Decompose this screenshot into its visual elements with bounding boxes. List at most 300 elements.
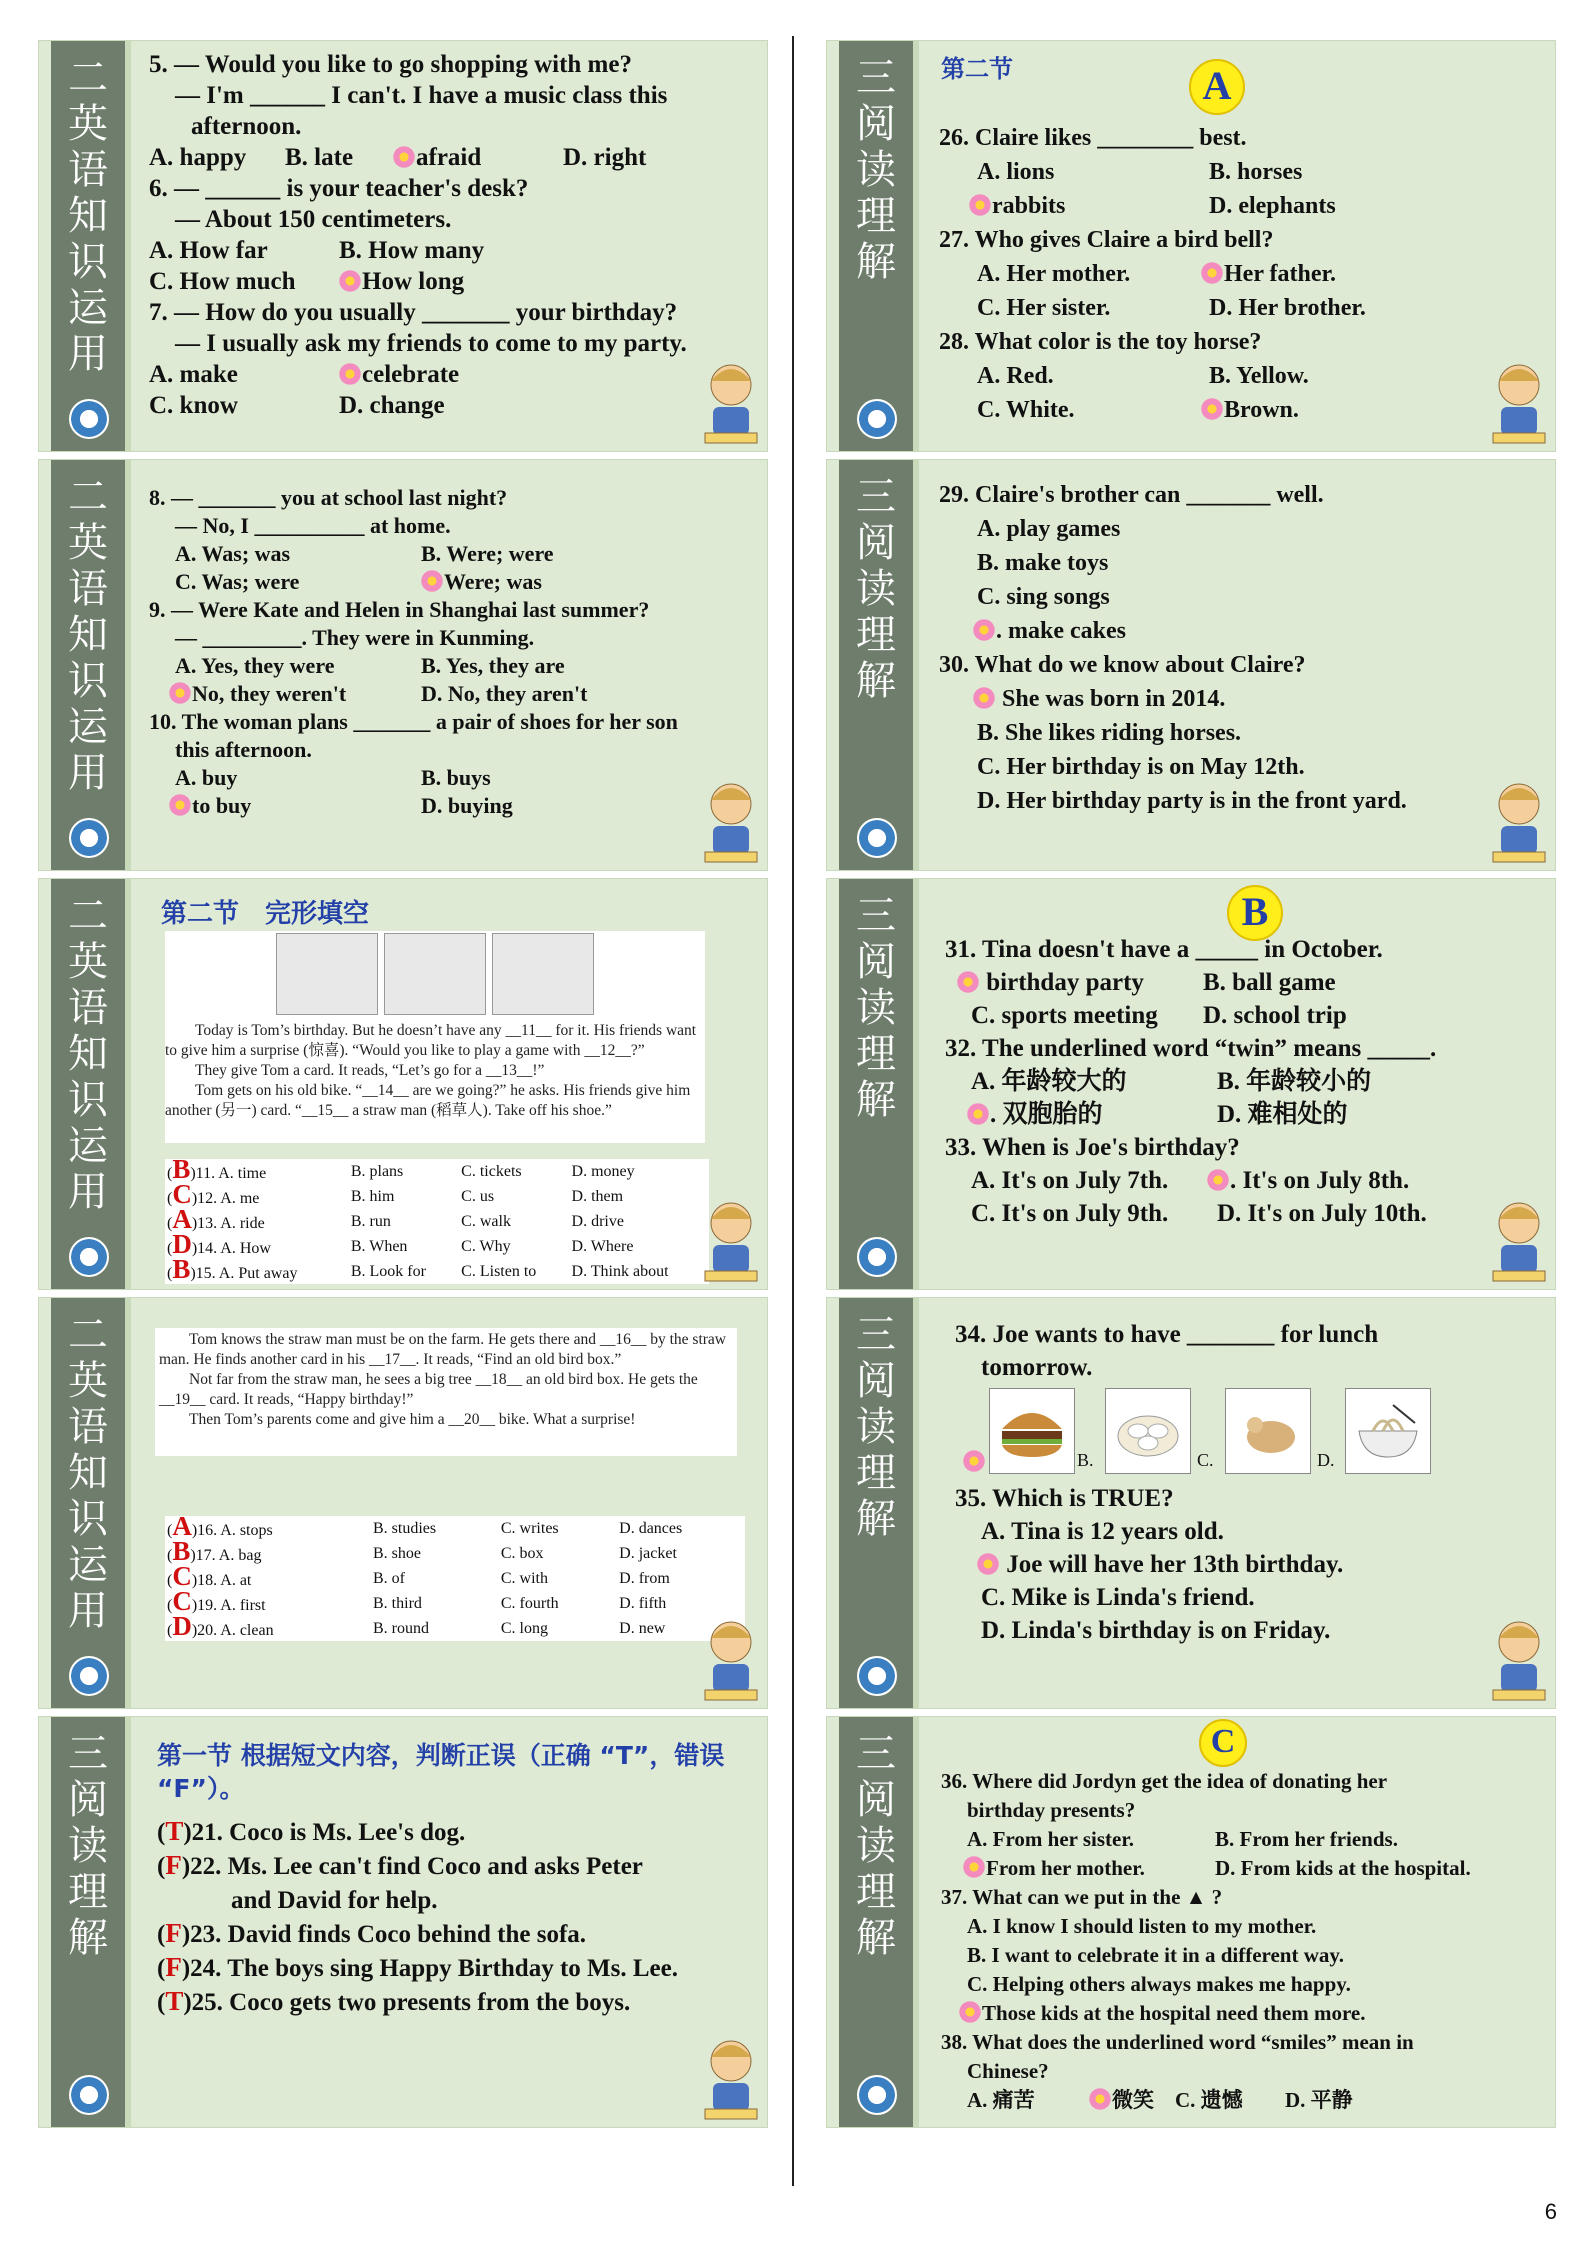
- section-tab-label: 三阅读理解: [856, 1312, 896, 1542]
- question-34-cont: tomorrow.: [981, 1354, 1093, 1381]
- question-7: 7. — How do you usually _______ your birthday?: [149, 299, 678, 326]
- hamburger-icon: [997, 1401, 1067, 1461]
- question-37: 37. What can we put in the ▲ ?: [941, 1885, 1223, 1909]
- option-a-correct[interactable]: She was born in 2014.: [939, 682, 1535, 716]
- choice-row: [165, 1234, 709, 1259]
- option-c[interactable]: C. Listen to: [461, 1263, 537, 1280]
- passage-paragraph: Tom knows the straw man must be on the farm. He gets there and __16__ by the straw man. He finds another card in his __17__. It reads, “Find an old bird box.”: [159, 1331, 726, 1368]
- question-5: 5. — Would you like to go shopping with me?: [149, 51, 632, 78]
- food-hamburger[interactable]: [989, 1388, 1075, 1474]
- option-b[interactable]: B. Look for: [350, 1263, 426, 1280]
- question-33-options-2: [945, 1197, 1535, 1230]
- school-logo-icon: [69, 399, 109, 439]
- slide-q26-28: [826, 40, 1556, 452]
- school-logo-icon: [857, 2075, 897, 2115]
- option-d[interactable]: D. No, they aren't: [421, 681, 588, 706]
- question-31-options-2: [945, 999, 1535, 1032]
- option-c[interactable]: C. walk: [461, 1213, 511, 1230]
- flower-icon: [169, 682, 191, 704]
- option-a[interactable]: A. Her mother.: [977, 261, 1131, 287]
- question-36: 36. Where did Jordyn get the idea of donating her: [941, 1769, 1388, 1793]
- question-34: 34. Joe wants to have _______ for lunch: [955, 1321, 1379, 1348]
- question-32: 32. The underlined word “twin” means _____.: [945, 1035, 1437, 1062]
- option-c[interactable]: C. Was; were: [175, 569, 300, 594]
- section-tab: [839, 460, 919, 870]
- flower-icon: [967, 1103, 989, 1125]
- flower-icon: [393, 146, 415, 168]
- story-picture-3: [492, 933, 594, 1015]
- flower-icon: [957, 971, 979, 993]
- question-27-options-2: [939, 291, 1485, 325]
- question-number: (C)12. A. me: [167, 1179, 260, 1209]
- question-28-options-2: [939, 393, 1485, 427]
- option-d-correct[interactable]: Brown.: [1201, 393, 1299, 427]
- flower-icon: [959, 2001, 981, 2023]
- flower-icon: [963, 1856, 985, 1878]
- question-38-options: [941, 2086, 1535, 2115]
- option-d[interactable]: D. Linda's birthday is on Friday.: [981, 1617, 1331, 1644]
- flower-icon: [421, 570, 443, 592]
- question-35: 35. Which is TRUE?: [955, 1485, 1174, 1512]
- question-8-options-2: [149, 568, 697, 596]
- school-logo-icon: [857, 1656, 897, 1696]
- page-number: 6: [1544, 2199, 1557, 2224]
- question-9: 9. — Were Kate and Helen in Shanghai last summer?: [149, 597, 650, 622]
- student-cartoon-icon: [699, 774, 761, 866]
- option-d[interactable]: D. from: [619, 1570, 670, 1587]
- flower-icon: [1089, 2088, 1111, 2110]
- question-31: 31. Tina doesn't have a _____ in October.: [945, 936, 1383, 963]
- choice-row: [165, 1209, 709, 1234]
- question-9-options-1: [149, 652, 697, 680]
- section-tab-label: 二英语知识运用: [68, 893, 108, 1215]
- option-b[interactable]: B. round: [373, 1620, 429, 1637]
- section-tab-label: 二英语知识运用: [68, 1312, 108, 1634]
- flower-icon: [973, 619, 995, 641]
- option-b[interactable]: B. buys: [421, 765, 491, 790]
- question-10: 10. The woman plans _______ a pair of shoes for her son: [149, 709, 678, 734]
- question-5-options: [149, 142, 697, 173]
- flower-icon: [1207, 1169, 1229, 1191]
- true-false-item: (F)22. Ms. Lee can't find Coco and asks Peter: [157, 1850, 643, 1880]
- question-10-cont: this afternoon.: [175, 737, 312, 762]
- question-38-cont: Chinese?: [967, 2059, 1049, 2083]
- noodles-icon: [1353, 1401, 1423, 1461]
- option-a[interactable]: A. From her sister.: [967, 1827, 1135, 1851]
- question-36-cont: birthday presents?: [967, 1798, 1136, 1822]
- option-a[interactable]: A. I know I should listen to my mother.: [967, 1914, 1317, 1938]
- option-c[interactable]: C. Her sister.: [977, 295, 1111, 321]
- question-number: (D)20. A. clean: [167, 1611, 274, 1641]
- section-tab-label: 二英语知识运用: [68, 55, 108, 377]
- section-tab: [839, 41, 919, 451]
- question-6: 6. — ______ is your teacher's desk?: [149, 175, 529, 202]
- choice-row: [165, 1184, 709, 1209]
- slide-cloze-11-15: [38, 878, 768, 1290]
- section-tab: [51, 1298, 131, 1708]
- slide-q31-33: [826, 878, 1556, 1290]
- student-cartoon-icon: [699, 1612, 761, 1704]
- question-36-options-1: [941, 1825, 1535, 1854]
- school-logo-icon: [69, 818, 109, 858]
- question-30: 30. What do we know about Claire?: [939, 652, 1306, 678]
- option-b[interactable]: B. Yellow.: [1209, 363, 1309, 389]
- option-c[interactable]: C. long: [500, 1620, 548, 1637]
- option-c[interactable]: C. How much: [149, 268, 296, 295]
- section-tab-label: 三阅读理解: [856, 55, 896, 285]
- option-d[interactable]: D. new: [619, 1620, 666, 1637]
- option-c[interactable]: C. Her birthday is on May 12th.: [977, 754, 1305, 780]
- option-b[interactable]: B. late: [285, 144, 354, 171]
- option-d-correct[interactable]: Those kids at the hospital need them more.: [941, 1999, 1535, 2028]
- question-9-options-2: [149, 680, 697, 708]
- question-33-options-1: [945, 1164, 1535, 1197]
- school-logo-icon: [857, 399, 897, 439]
- school-logo-icon: [857, 818, 897, 858]
- option-d[interactable]: D. dances: [619, 1520, 683, 1537]
- flower-icon: [969, 194, 991, 216]
- question-number: (A)16. A. stops: [167, 1511, 273, 1541]
- food-label-c: C.: [1197, 1450, 1214, 1470]
- answer-mark: B: [172, 1154, 191, 1184]
- option-c-correct[interactable]: afraid: [393, 142, 563, 173]
- option-b[interactable]: B. make toys: [977, 550, 1109, 576]
- question-number: (D)14. A. How: [167, 1229, 271, 1259]
- question-32-options-1: [945, 1065, 1535, 1098]
- school-logo-icon: [69, 2075, 109, 2115]
- option-a[interactable]: A. It's on July 7th.: [971, 1167, 1169, 1194]
- question-38: 38. What does the underlined word “smiles” mean in: [941, 2030, 1414, 2054]
- option-d[interactable]: D. buying: [421, 793, 513, 818]
- option-b[interactable]: B. of: [373, 1570, 405, 1587]
- option-d[interactable]: D. fifth: [619, 1595, 667, 1612]
- option-a[interactable]: A. play games: [977, 516, 1121, 542]
- student-cartoon-icon: [699, 355, 761, 447]
- question-33: 33. When is Joe's birthday?: [945, 1134, 1240, 1161]
- question-28: 28. What color is the toy horse?: [939, 329, 1262, 355]
- question-26: 26. Claire likes ________ best.: [939, 125, 1247, 151]
- option-b-correct[interactable]: celebrate: [339, 359, 459, 390]
- option-a[interactable]: A. 痛苦: [967, 2088, 1035, 2112]
- question-8-options-1: [149, 540, 697, 568]
- option-c-correct[interactable]: . 双胞胎的: [967, 1098, 1217, 1131]
- passage-badge-a: A: [1189, 59, 1245, 115]
- passage-paragraph: Today is Tom’s birthday. But he doesn’t have any __11__ for it. His friends want to give him a surprise (惊喜). “Would you like to play a game with __12__?”: [165, 1022, 697, 1059]
- student-cartoon-icon: [699, 1193, 761, 1285]
- option-b[interactable]: B. plans: [350, 1163, 404, 1180]
- passage-paragraph: Not far from the straw man, he sees a big tree __18__ an old bird box. He gets the __19__ card. It reads, “Happy birthday!”: [159, 1371, 698, 1408]
- question-8-dialog: — No, I __________ at home.: [175, 513, 451, 538]
- student-cartoon-icon: [699, 2031, 761, 2123]
- option-a[interactable]: A. Tina is 12 years old.: [981, 1518, 1224, 1545]
- option-b[interactable]: B. I want to celebrate it in a different way.: [967, 1943, 1344, 1967]
- question-number: (B)15. A. Put away: [167, 1254, 298, 1284]
- option-c[interactable]: C. fourth: [500, 1595, 559, 1612]
- flower-icon: [1201, 398, 1223, 420]
- option-b[interactable]: B. How many: [339, 237, 485, 264]
- question-26-options-1: [939, 155, 1485, 189]
- passage-badge-b: B: [1227, 885, 1283, 941]
- answer-mark: T: [165, 1986, 184, 2016]
- question-10-options-2: [149, 792, 697, 820]
- question-5-dialog-cont: afternoon.: [191, 113, 302, 140]
- slide-content: [955, 1318, 1535, 1700]
- option-d[interactable]: D. Her brother.: [1209, 295, 1366, 321]
- option-c[interactable]: C. us: [461, 1188, 495, 1205]
- option-c[interactable]: C. sing songs: [977, 584, 1110, 610]
- option-c[interactable]: C. box: [500, 1545, 544, 1562]
- option-d[interactable]: D. 难相处的: [1217, 1101, 1348, 1128]
- food-choices: [981, 1384, 1535, 1482]
- question-number: (C)18. A. at: [167, 1561, 252, 1591]
- answer-mark: D: [172, 1611, 192, 1641]
- answer-mark: B: [172, 1254, 191, 1284]
- option-b[interactable]: B. third: [373, 1595, 422, 1612]
- section-tab: [51, 460, 131, 870]
- true-false-item: (T)25. Coco gets two presents from the boys.: [157, 1986, 631, 2016]
- slide-content: [157, 1739, 727, 2119]
- question-5-dialog: — I'm ______ I can't. I have a music class this: [175, 82, 668, 109]
- option-d[interactable]: D. Where: [571, 1238, 634, 1255]
- option-a[interactable]: A. Yes, they were: [175, 653, 335, 678]
- question-32-options-2: [945, 1098, 1535, 1131]
- option-d-correct[interactable]: How long: [339, 266, 464, 297]
- question-36-options-2: [941, 1854, 1535, 1883]
- true-false-list: [157, 1815, 727, 2019]
- option-c-correct[interactable]: From her mother.: [963, 1854, 1215, 1883]
- question-9-dialog: — _________. They were in Kunming.: [175, 625, 535, 650]
- flower-icon: [963, 1450, 985, 1472]
- section-tab: [51, 879, 131, 1289]
- option-d[interactable]: D. From kids at the hospital.: [1215, 1856, 1471, 1880]
- section-title: 第二节: [941, 55, 1013, 83]
- option-d[interactable]: D. change: [339, 392, 445, 419]
- option-c-correct[interactable]: to buy: [169, 792, 421, 820]
- passage-paragraph: Tom gets on his old bike. “__14__ are we going?” he asks. His friends give him another (另一) card. “__15__ a straw man (稻草人). Take off his shoe.”: [165, 1082, 691, 1119]
- option-d[interactable]: D. Her birthday party is in the front yard.: [977, 788, 1407, 814]
- option-d[interactable]: D. 平静: [1285, 2088, 1353, 2112]
- dumplings-icon: [1113, 1401, 1183, 1461]
- section-tab: [839, 879, 919, 1289]
- cloze-choices-table: [165, 1511, 745, 1641]
- food-label-d: D.: [1317, 1450, 1335, 1470]
- choice-row: [165, 1159, 709, 1184]
- answer-mark: F: [165, 1850, 182, 1880]
- school-logo-icon: [857, 1237, 897, 1277]
- school-logo-icon: [69, 1656, 109, 1696]
- section-tab-label: 三阅读理解: [856, 893, 896, 1123]
- answer-mark: B: [172, 1536, 191, 1566]
- center-divider: [792, 36, 794, 2186]
- section-tab-label: 三阅读理解: [856, 474, 896, 704]
- question-31-options-1: [945, 966, 1535, 999]
- option-d[interactable]: D. Think about: [571, 1263, 669, 1280]
- true-false-item: and David for help.: [231, 1887, 438, 1914]
- section-tab-label: 二英语知识运用: [68, 474, 108, 796]
- option-c[interactable]: C. writes: [500, 1520, 559, 1537]
- option-c[interactable]: C. tickets: [461, 1163, 522, 1180]
- answer-mark: A: [172, 1204, 192, 1234]
- question-number: (B)17. A. bag: [167, 1536, 262, 1566]
- option-a[interactable]: A. Red.: [977, 363, 1054, 389]
- question-7-options-2: [149, 390, 697, 421]
- option-a[interactable]: A. Was; was: [175, 541, 291, 566]
- section-tab: [839, 1298, 919, 1708]
- question-27: 27. Who gives Claire a bird bell?: [939, 227, 1274, 253]
- option-b[interactable]: B. studies: [373, 1520, 437, 1537]
- option-b[interactable]: B. ball game: [1203, 969, 1336, 996]
- section-title: 第二节 完形填空: [161, 899, 370, 929]
- food-noodles[interactable]: [1345, 1388, 1431, 1474]
- cloze-choices-table: [165, 1154, 709, 1284]
- option-a[interactable]: A. make: [149, 361, 238, 388]
- slide-content: [939, 121, 1485, 443]
- option-b-correct[interactable]: 微笑: [1089, 2086, 1175, 2115]
- flower-icon: [169, 794, 191, 816]
- question-10-options-1: [149, 764, 697, 792]
- choice-row: [165, 1566, 745, 1591]
- question-7-options-1: [149, 359, 697, 390]
- slide-content: [939, 478, 1535, 862]
- cloze-passage: [155, 1328, 737, 1456]
- question-26-options-2: [939, 189, 1485, 223]
- option-c[interactable]: C. Mike is Linda's friend.: [981, 1584, 1255, 1611]
- option-d[interactable]: D. them: [571, 1188, 624, 1205]
- option-b[interactable]: B. shoe: [373, 1545, 421, 1562]
- option-a[interactable]: A. 年龄较大的: [971, 1068, 1127, 1095]
- question-number: (B)11. A. time: [167, 1154, 267, 1184]
- option-a[interactable]: A. How far: [149, 237, 268, 264]
- passage-paragraph: They give Tom a card. It reads, “Let’s go for a __13__!”: [195, 1062, 545, 1079]
- question-number: (C)19. A. first: [167, 1586, 266, 1616]
- choice-row: [165, 1591, 745, 1616]
- choice-row: [165, 1516, 745, 1541]
- section-title: 第一节 根据短文内容，判断正误（正确 “T”，错误 “F”）。: [157, 1741, 725, 1803]
- story-pictures: [165, 931, 705, 1015]
- option-c[interactable]: C. sports meeting: [971, 1002, 1158, 1029]
- answer-mark: C: [172, 1561, 192, 1591]
- option-c[interactable]: C. Why: [461, 1238, 511, 1255]
- answer-mark: C: [172, 1586, 192, 1616]
- option-b[interactable]: B. run: [350, 1213, 391, 1230]
- question-29: 29. Claire's brother can _______ well.: [939, 482, 1324, 508]
- option-d[interactable]: D. elephants: [1209, 193, 1336, 219]
- question-27-options-1: [939, 257, 1485, 291]
- food-chicken[interactable]: [1225, 1388, 1311, 1474]
- option-d-correct[interactable]: . make cakes: [939, 614, 1535, 648]
- answer-mark: C: [172, 1179, 192, 1209]
- option-d[interactable]: D. drive: [571, 1213, 624, 1230]
- option-b[interactable]: B. 年龄较小的: [1217, 1068, 1372, 1095]
- option-b[interactable]: B. She likes riding horses.: [977, 720, 1242, 746]
- slide-q34-35: [826, 1297, 1556, 1709]
- flower-icon: [1201, 262, 1223, 284]
- section-tab: [51, 1717, 131, 2127]
- option-c[interactable]: C. 遗憾: [1175, 2088, 1243, 2112]
- question-28-options-1: [939, 359, 1485, 393]
- option-a[interactable]: A. happy: [149, 144, 247, 171]
- passage-paragraph: Then Tom’s parents come and give him a __20__ bike. What a surprise!: [189, 1411, 636, 1428]
- slide-content: [149, 49, 697, 443]
- student-cartoon-icon: [1487, 1193, 1549, 1285]
- answer-mark: D: [172, 1229, 192, 1259]
- option-c-correct[interactable]: No, they weren't: [169, 680, 421, 708]
- section-tab-label: 三阅读理解: [856, 1731, 896, 1961]
- option-b[interactable]: B. Yes, they are: [421, 653, 565, 678]
- option-c[interactable]: C. White.: [977, 397, 1075, 423]
- option-c[interactable]: C. with: [500, 1570, 548, 1587]
- option-b[interactable]: B. From her friends.: [1215, 1827, 1398, 1851]
- option-a-correct[interactable]: birthday party: [957, 966, 1203, 999]
- slide-q5-7: [38, 40, 768, 452]
- story-picture-2: [384, 933, 486, 1015]
- student-cartoon-icon: [1487, 355, 1549, 447]
- choice-row: [165, 1259, 709, 1284]
- slide-cloze-16-20: [38, 1297, 768, 1709]
- option-c[interactable]: C. Helping others always makes me happy.: [967, 1972, 1351, 1996]
- section-tab-label: 三阅读理解: [68, 1731, 108, 1961]
- slide-q8-10: [38, 459, 768, 871]
- answer-mark: F: [165, 1918, 182, 1948]
- student-cartoon-icon: [1487, 774, 1549, 866]
- question-6-dialog: — About 150 centimeters.: [175, 206, 452, 233]
- option-c[interactable]: C. know: [149, 392, 238, 419]
- option-d[interactable]: D. It's on July 10th.: [1217, 1200, 1427, 1227]
- option-b-correct[interactable]: Her father.: [1201, 257, 1336, 291]
- true-false-item: (F)23. David finds Coco behind the sofa.: [157, 1918, 587, 1948]
- option-b[interactable]: B. When: [350, 1238, 408, 1255]
- choice-row: [165, 1616, 745, 1641]
- choice-row: [165, 1541, 745, 1566]
- food-label-b: B.: [1077, 1450, 1094, 1470]
- option-a[interactable]: A. lions: [977, 159, 1055, 185]
- option-c[interactable]: C. It's on July 9th.: [971, 1200, 1169, 1227]
- passage-badge-c: C: [1199, 1719, 1247, 1767]
- option-b[interactable]: B. Were; were: [421, 541, 554, 566]
- slide-true-false-21-25: [38, 1716, 768, 2128]
- slide-q36-38: [826, 1716, 1556, 2128]
- option-d[interactable]: D. jacket: [619, 1545, 677, 1562]
- question-6-options-1: [149, 235, 697, 266]
- question-6-options-2: [149, 266, 697, 297]
- option-b-correct[interactable]: Joe will have her 13th birthday.: [955, 1548, 1535, 1581]
- option-c-correct[interactable]: rabbits: [969, 189, 1209, 223]
- story-picture-1: [276, 933, 378, 1015]
- slide-q29-30: [826, 459, 1556, 871]
- question-8: 8. — _______ you at school last night?: [149, 485, 508, 510]
- option-d[interactable]: D. money: [571, 1163, 635, 1180]
- question-7-dialog: — I usually ask my friends to come to my party.: [175, 330, 687, 357]
- option-d[interactable]: D. right: [563, 144, 647, 171]
- option-b-correct[interactable]: . It's on July 8th.: [1207, 1164, 1409, 1197]
- flower-icon: [339, 270, 361, 292]
- student-cartoon-icon: [1487, 1612, 1549, 1704]
- flower-icon: [973, 687, 995, 709]
- option-b[interactable]: B. horses: [1209, 159, 1303, 185]
- flower-icon: [339, 363, 361, 385]
- answer-mark: A: [172, 1511, 192, 1541]
- food-dumplings[interactable]: [1105, 1388, 1191, 1474]
- option-d-correct[interactable]: Were; was: [421, 568, 542, 596]
- answer-mark: T: [165, 1816, 184, 1846]
- option-a[interactable]: A. buy: [175, 765, 238, 790]
- option-b[interactable]: B. him: [350, 1188, 395, 1205]
- slide-content: [945, 933, 1535, 1281]
- option-d[interactable]: D. school trip: [1203, 1002, 1347, 1029]
- cloze-passage: [165, 931, 705, 1143]
- flower-icon: [977, 1553, 999, 1575]
- question-number: (A)13. A. ride: [167, 1204, 265, 1234]
